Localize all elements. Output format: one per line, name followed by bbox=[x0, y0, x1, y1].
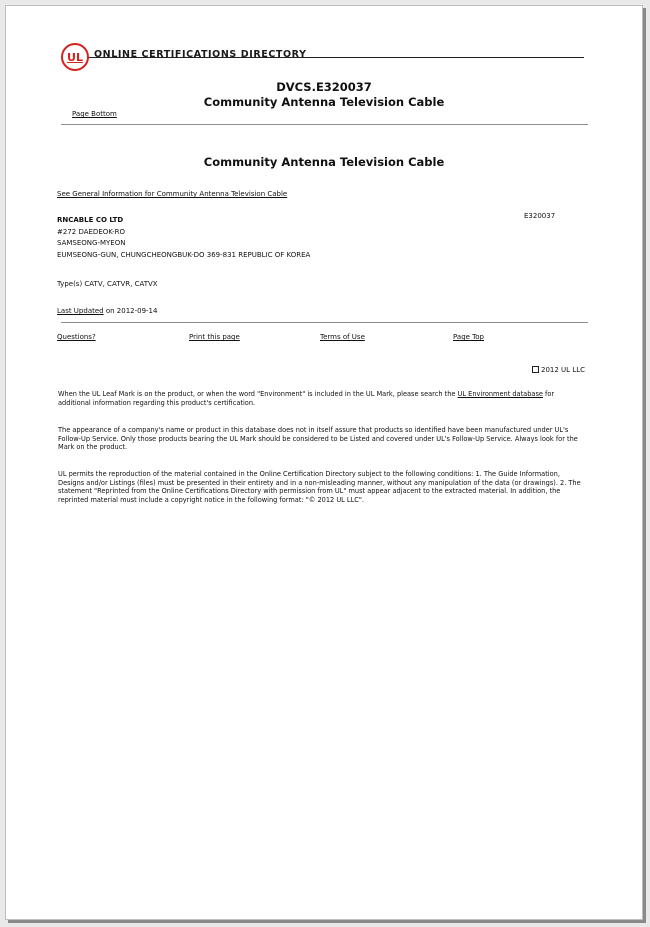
last-updated bbox=[57, 307, 157, 316]
category-title: Community Antenna Television Cable bbox=[203, 95, 445, 109]
listing-code: DVCS.E320037 bbox=[276, 80, 372, 94]
last-updated-link[interactable]: Last Updated bbox=[57, 307, 104, 315]
ul-environment-database-link[interactable]: UL Environment database bbox=[457, 390, 543, 398]
general-info-link[interactable]: See General Information for Community Antenna Television Cable bbox=[57, 190, 288, 198]
document-page bbox=[5, 5, 643, 920]
divider bbox=[61, 322, 588, 323]
divider bbox=[61, 124, 588, 125]
product-types: Type(s) CATV, CATVR, CATVX bbox=[57, 280, 158, 288]
reproduction-conditions: UL permits the reproduction of the material contained in the Online Certification Directory subject to the following conditions: 1. The Guide Information, Designs and/or Listings (files) must be presented in their entirety and in a non-misleading manner, without any manipulation of the data (or drawings). 2. The statement "Reprinted from the Online Certifications Directory with permission from UL" must appear adjacent to the extracted material. In addition, the reprinted material must include a copyright notice in the following format: "© 2012 UL LLC". bbox=[58, 470, 581, 504]
ul-logo: UL bbox=[61, 43, 89, 71]
page-top-link[interactable]: Page Top bbox=[453, 333, 484, 341]
company-name: RNCABLE CO LTD bbox=[57, 216, 124, 224]
copyright-box-icon bbox=[532, 366, 539, 373]
copyright: 2012 UL LLC bbox=[532, 366, 585, 375]
address-line: #272 DAEDEOK-RO bbox=[57, 228, 126, 236]
questions-link[interactable]: Questions? bbox=[57, 333, 96, 341]
last-updated-date: on 2012-09-14 bbox=[105, 307, 158, 315]
address-line: EUMSEONG-GUN, CHUNGCHEONGBUK-DO 369-831 REPUBLIC OF KOREA bbox=[57, 251, 311, 259]
print-page-link[interactable]: Print this page bbox=[189, 333, 240, 341]
section-heading: Community Antenna Television Cable bbox=[203, 155, 445, 169]
environment-note: When the UL Leaf Mark is on the product, or when the word "Environment" is included in the UL Mark, please search the UL Environment database for additional information regarding this product's certification. bbox=[58, 390, 555, 407]
page-bottom-link[interactable]: Page Bottom bbox=[72, 110, 117, 118]
brand-title: ONLINE CERTIFICATIONS DIRECTORY bbox=[94, 49, 307, 60]
file-number: E320037 bbox=[524, 212, 556, 220]
follow-up-disclaimer: The appearance of a company's name or product in this database does not in itself assure that products so identified have been manufactured under UL's Follow-Up Service. Only those products bearing the UL Mark should be considered to be Listed and covered under UL's Follow-Up Service. Always look for the Mark on the product. bbox=[58, 426, 578, 452]
terms-of-use-link[interactable]: Terms of Use bbox=[320, 333, 365, 341]
address-line: SAMSEONG-MYEON bbox=[57, 239, 126, 247]
